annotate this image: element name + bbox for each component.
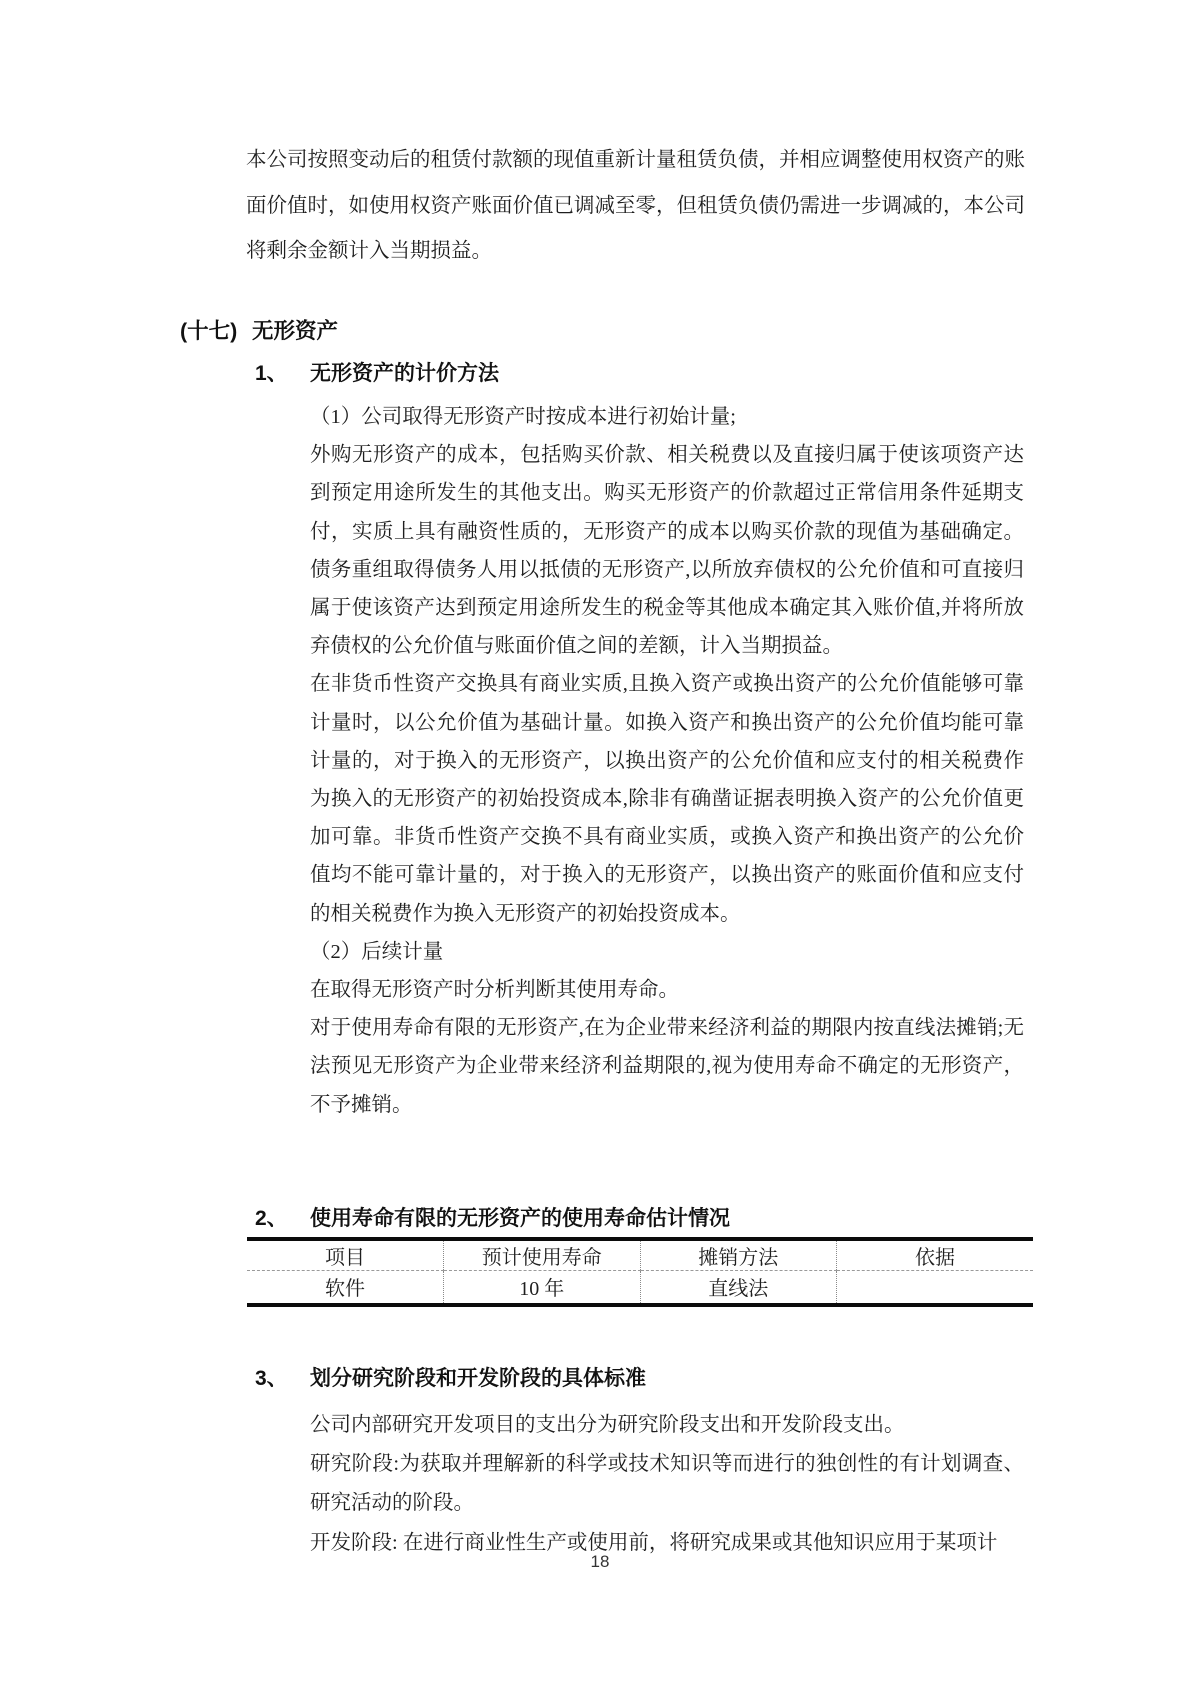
table-row (247, 1271, 1033, 1305)
table-header-cell: 摊销方法 (640, 1239, 837, 1271)
item3-body (310, 1406, 1024, 1563)
item2-title: 使用寿命有限的无形资产的使用寿命估计情况 (310, 1207, 730, 1230)
paragraph: （1）公司取得无形资产时按成本进行初始计量; (310, 406, 736, 428)
table-header-cell: 依据 (837, 1239, 1034, 1271)
paragraph: 研究阶段:为获取并理解新的科学或技术知识等而进行的独创性的有计划调查、研究活动的阶段。 (310, 1453, 1024, 1515)
page-number: 18 (590, 1552, 610, 1571)
item1-heading (255, 357, 499, 387)
table-cell: 直线法 (640, 1271, 837, 1305)
item1-number: 1、 (255, 362, 288, 385)
paragraph: （2）后续计量 (310, 940, 444, 963)
section-number: (十七) (180, 319, 238, 343)
item1-body (310, 398, 1024, 1124)
paragraph: 对于使用寿命有限的无形资产,在为企业带来经济利益的期限内按直线法摊销;无法预见无形资产为企业带来经济利益期限的,视为使用寿命不确定的无形资产，不予摊销。 (310, 1017, 1024, 1116)
paragraph: 开发阶段: 在进行商业性生产或使用前，将研究成果或其他知识应用于某项计 (310, 1531, 998, 1554)
table-cell (837, 1271, 1034, 1305)
table-cell: 10 年 (444, 1271, 641, 1305)
paragraph: 公司内部研究开发项目的支出分为研究阶段支出和开发阶段支出。 (310, 1414, 905, 1436)
item3-number: 3、 (255, 1367, 288, 1390)
item2-heading (255, 1202, 730, 1232)
table-header-cell: 预计使用寿命 (444, 1239, 641, 1271)
intro-paragraph: 本公司按照变动后的租赁付款额的现值重新计量租赁负债，并相应调整使用权资产的账面价值时，如使用权资产账面价值已调减至零，但租赁负债仍需进一步调减的，本公司将剩余金额计入当期损益。 (246, 149, 1025, 262)
paragraph: 在非货币性资产交换具有商业实质,且换入资产或换出资产的公允价值能够可靠计量时，以公允价值为基础计量。如换入资产和换出资产的公允价值均能可靠计量的，对于换入的无形资产，以换出资产的公允价值和应支付的相关税费作为换入的无形资产的初始投资成本,除非有确凿证据表明换入资产的公允价值更加可靠。非货币性资产交换不具有商业实质，或换入资产和换出资产的公允价值均不能可靠计量的，对于换入的无形资产，以换出资产的账面价值和应支付的相关税费作为换入无形资产的初始投资成本。 (310, 673, 1024, 925)
table-cell: 软件 (325, 1278, 365, 1301)
item2-number: 2、 (255, 1207, 288, 1230)
item1-title: 无形资产的计价方法 (310, 362, 499, 385)
table-header-cell: 项目 (247, 1239, 444, 1271)
item3-heading (255, 1362, 646, 1392)
paragraph: 在取得无形资产时分析判断其使用寿命。 (310, 979, 679, 1002)
table-header-row (247, 1239, 1033, 1271)
section-heading (180, 314, 338, 345)
item3-title: 划分研究阶段和开发阶段的具体标准 (310, 1367, 646, 1390)
useful-life-table (247, 1237, 1033, 1307)
paragraph: 外购无形资产的成本，包括购买价款、相关税费以及直接归属于使该项资产达到预定用途所发生的其他支出。购买无形资产的价款超过正常信用条件延期支付，实质上具有融资性质的，无形资产的成本以购买价款的现值为基础确定。债务重组取得债务人用以抵债的无形资产,以所放弃债权的公允价值和可直接归属于使该资产达到预定用途所发生的税金等其他成本确定其入账价值,并将所放弃债权的公允价值与账面价值之间的差额，计入当期损益。 (310, 444, 1024, 658)
section-title: 无形资产 (252, 319, 339, 343)
